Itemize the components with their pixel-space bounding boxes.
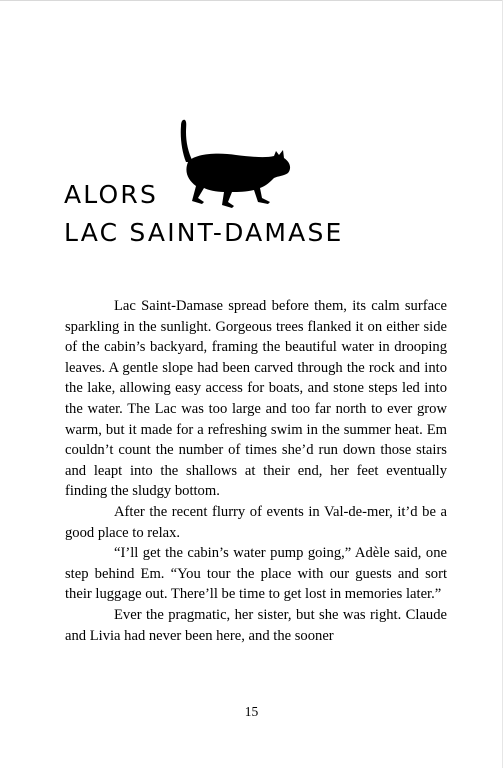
chapter-title-line-2: LAC SAINT-DAMASE — [64, 218, 344, 247]
walking-cat-icon — [176, 118, 298, 214]
chapter-body — [65, 296, 447, 646]
paragraph: Lac Saint-Damase spread before them, its calm surface sparkling in the sunlight. Gorgeous trees flanked it on either side of the cabin’s backyard, framing the beautiful water in drooping leaves. A gentle slope had been carved through the rock and into the lake, allowing easy access for boats, and stone steps led into the water. The Lac was too large and too far north to ever grow warm, but it made for a refreshing swim in the summer heat. Em couldn’t count the number of times she’d run down those stairs and leapt into the shallows at their end, her feet eventually finding the sludgy bottom. — [65, 298, 447, 500]
chapter-title-line-1: ALORS — [64, 180, 159, 209]
paragraph: Ever the pragmatic, her sister, but she was right. Claude and Livia had never been here, and the sooner — [65, 606, 447, 644]
page-top-edge — [0, 0, 503, 1]
paragraph: After the recent flurry of events in Val-de-mer, it’d be a good place to relax. — [65, 503, 447, 541]
paragraph: “I’ll get the cabin’s water pump going,” Adèle said, one step behind Em. “You tour the place with our guests and sort their luggage out. There’ll be time to get lost in memories later.” — [65, 545, 447, 603]
page-number: 15 — [244, 704, 259, 719]
